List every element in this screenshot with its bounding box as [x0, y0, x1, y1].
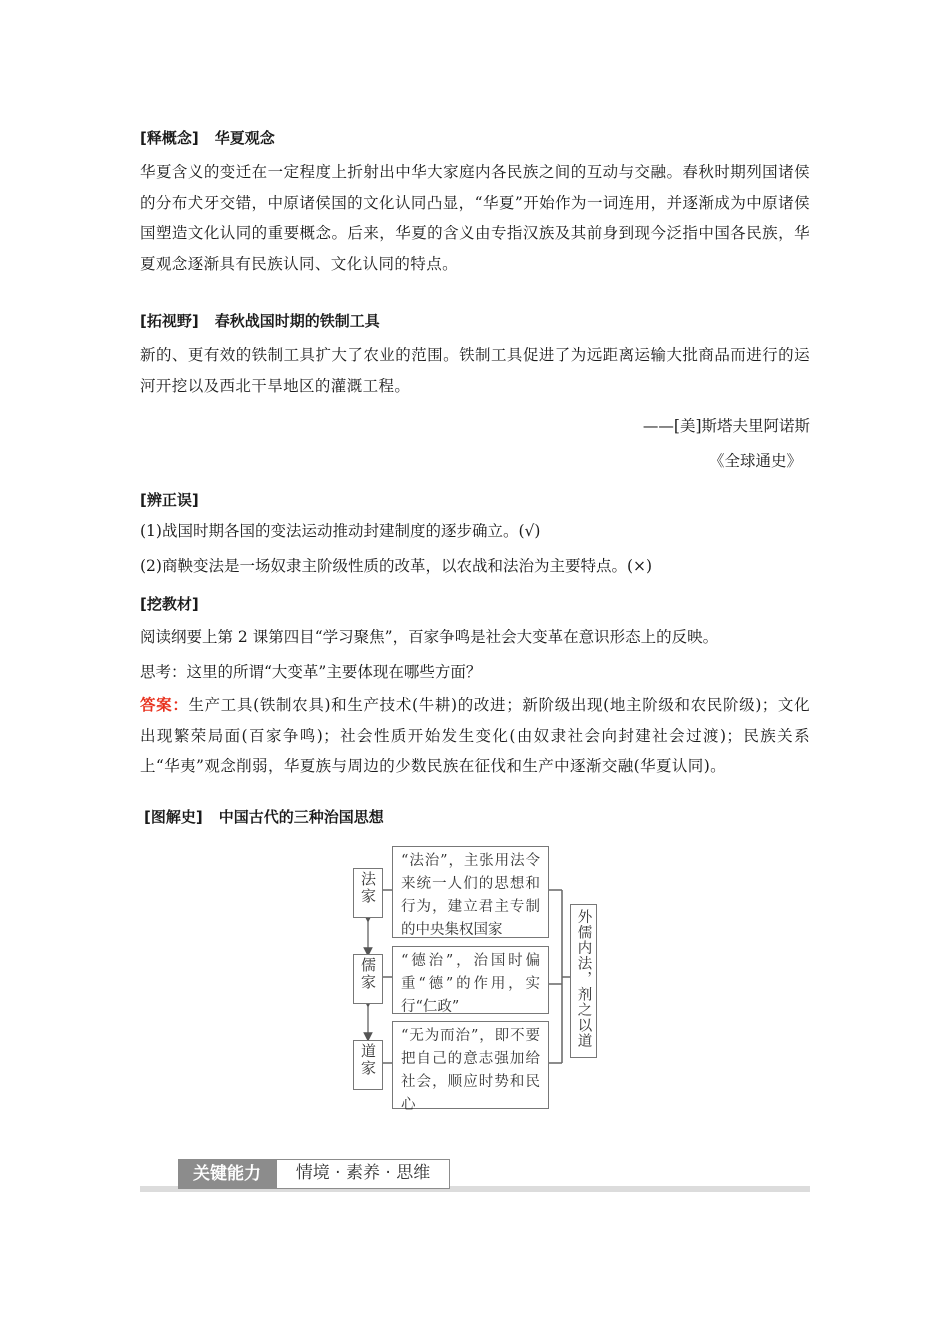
diagram-tag: [图解史] [144, 808, 203, 826]
answer-label: 答案： [140, 696, 189, 714]
textbook-line-2: 思考：这里的所谓“大变革”主要体现在哪些方面？ [140, 663, 482, 681]
vision-paragraph: 新的、更有效的铁制工具扩大了农业的范围。铁制工具促进了为远距离运输大批商品而进行的运河开挖以及西北干旱地区的灌溉工程。 [140, 346, 810, 395]
summary-box [570, 904, 597, 1058]
section-banner [140, 1158, 810, 1192]
diagram-title: 中国古代的三种治国思想 [218, 808, 384, 826]
textbook-tag: [挖教材] [140, 595, 199, 613]
concept-tag: [释概念] [140, 129, 199, 147]
school-fa-name: 法家 [359, 871, 377, 905]
desc-ru: “德治”，治国时偏重“德”的作用，实行“仁政” [392, 946, 549, 1014]
vision-tag: [拓视野] [140, 312, 199, 330]
concept-title: 华夏观念 [214, 129, 275, 147]
school-fa [353, 868, 383, 918]
correct-item-2: (2)商鞅变法是一场奴隶主阶级性质的改革，以农战和法治为主要特点。(×) [140, 557, 653, 575]
banner-subtitle: 情境 · 素养 · 思维 [276, 1159, 450, 1189]
summary-text: 外儒内法，剂之以道 [575, 909, 592, 1049]
banner-key-ability: 关键能力 [178, 1159, 276, 1189]
school-dao-name: 道家 [359, 1043, 377, 1077]
correct-tag: [辨正误] [140, 491, 199, 509]
vision-title: 春秋战国时期的铁制工具 [214, 312, 380, 330]
concept-paragraph: 华夏含义的变迁在一定程度上折射出中华大家庭内各民族之间的互动与交融。春秋时期列国诸侯的分布犬牙交错，中原诸侯国的文化认同凸显，“华夏”开始作为一词连用，并逐渐成为中原诸侯国塑造文化认同的重要概念。后来，华夏的含义由专指汉族及其前身到现今泛指中国各民族，华夏观念逐渐具有民族认同、文化认同的特点。 [140, 163, 810, 273]
school-ru-name: 儒家 [359, 957, 377, 991]
desc-fa: “法治”，主张用法令来统一人们的思想和行为，建立君主专制的中央集权国家 [392, 846, 549, 938]
school-dao [353, 1040, 383, 1090]
answer-text: 生产工具(铁制农具)和生产技术(牛耕)的改进；新阶级出现(地主阶级和农民阶级)；文化出现繁荣局面(百家争鸣)；社会性质开始发生变化(由奴隶社会向封建社会过渡)；民族关系上“华夷”观念削弱，华夏族与周边的少数民族在征伐和生产中逐渐交融(华夏认同)。 [140, 696, 810, 775]
vision-book-text: 《全球通史》 [708, 452, 802, 470]
school-ru [353, 954, 383, 1004]
textbook-line-1: 阅读纲要上第 2 课第四目“学习聚焦”，百家争鸣是社会大变革在意识形态上的反映。 [140, 628, 719, 646]
desc-dao: “无为而治”，即不要把自己的意志强加给社会，顺应时势和民心 [392, 1021, 549, 1109]
vision-author: ——[美]斯塔夫里阿诺斯 [642, 417, 810, 435]
correct-item-1: (1)战国时期各国的变法运动推动封建制度的逐步确立。(√) [140, 522, 541, 540]
